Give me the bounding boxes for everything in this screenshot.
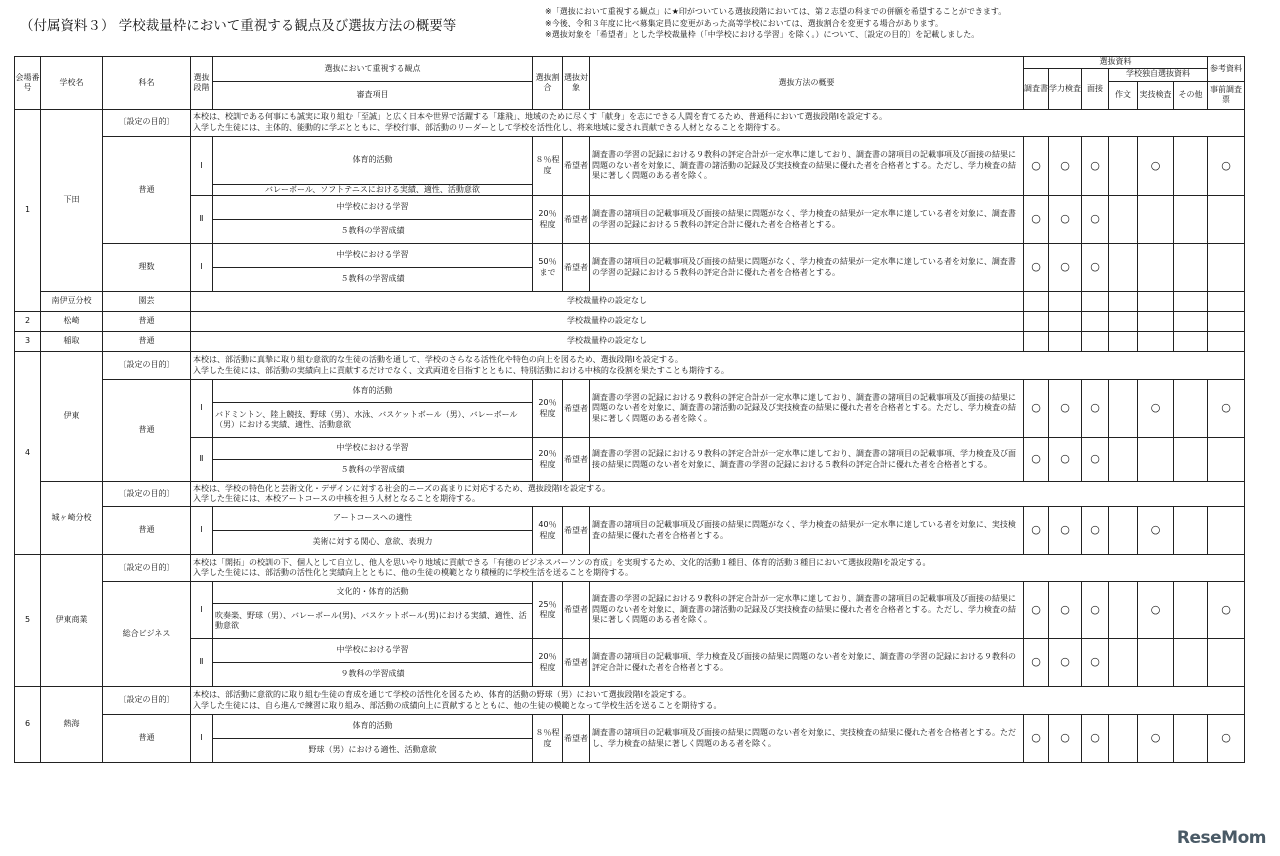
g1-s3-gakuryoku-mark: ○ [1049, 244, 1082, 292]
g1-purpose: 本校は、校訓である何事にも誠実に取り組む「至誠」と広く日本や世界で活躍する「雄飛」、地域のために尽くす「献身」を志にできる人間を育てるため、普通科において選抜段階Ⅰを設定する。 入学した生徒には、主体的、能動的に学ぶとともに、学校行事、部活動のリーダーとして学校を活性化し、将来地域に愛され貢献できる人材となることを期待する。 [191, 109, 1245, 136]
g4-s2-jitsugi [1138, 438, 1174, 482]
g1-s1-sakubun [1109, 136, 1138, 196]
g4b-gakuryoku-mark: ○ [1049, 507, 1082, 555]
g4b-target: 希望者 [563, 507, 590, 555]
g1-s3-target: 希望者 [563, 244, 590, 292]
g1-s3-mensetsu-mark: ○ [1082, 244, 1109, 292]
g6-s1-item: 野球（男）における適性、活動意欲 [213, 739, 533, 763]
g1-s2-mensetsu-mark: ○ [1082, 196, 1109, 244]
g1-s2-jitsugi [1138, 196, 1174, 244]
g4-s1-jizen-mark: ○ [1208, 380, 1245, 438]
g5-s1-chosa-mark: ○ [1024, 582, 1049, 639]
g1-s1-view: 体育的活動 [213, 136, 533, 184]
g4-school: 伊東 [41, 352, 103, 482]
g6-s1-gakuryoku-mark: ○ [1049, 715, 1082, 763]
g6-s1-method: 調査書の諸項目の記載事項及び面接の結果に問題のない者を対象に、実技検査の結果に優れた者を合格者とする。ただし、学力検査の結果に著しく問題のある者を除く。 [590, 715, 1024, 763]
g2-no: 2 [15, 312, 41, 332]
g1-s3-jitsugi [1138, 244, 1174, 292]
g4b-item: 美術に対する関心、意欲、表現力 [213, 531, 533, 555]
g5-s1-target: 希望者 [563, 582, 590, 639]
g6-s1-sonota [1174, 715, 1208, 763]
g1-s2-jizen [1208, 196, 1245, 244]
g5-s2-jizen [1208, 639, 1245, 687]
header-ref: 参考資料 [1208, 57, 1245, 82]
note-1: ※「選抜において重視する観点」に★印がついている選抜段階においては、第２志望の科までの併願を希望することができます。 [545, 7, 1007, 16]
g5-s1-jizen-mark: ○ [1208, 582, 1245, 639]
selection-table [14, 56, 1245, 763]
g3-course: 普通 [103, 332, 191, 352]
g1-branch-course: 園芸 [103, 292, 191, 312]
g1-s2-item: ５教科の学習成績 [213, 220, 533, 244]
g4-s2-method: 調査書の学習の記録における９教科の評定合計が一定水準に達しており、調査書の諸項目の記載事項、学力検査及び面接の結果に問題のない者を対象に、調査書の学習の記録における５教科の評定合計に優れた者を合格者とする。 [590, 438, 1024, 482]
g2-school: 松崎 [41, 312, 103, 332]
g4-purpose-label: 〔設定の目的〕 [103, 352, 191, 380]
g1-s3-chosa-mark: ○ [1024, 244, 1049, 292]
g5-s1-gakuryoku-mark: ○ [1049, 582, 1082, 639]
g1-s3-stage: Ⅰ [191, 244, 213, 292]
g5-s2-gakuryoku-mark: ○ [1049, 639, 1082, 687]
g5-s2-view: 中学校における学習 [213, 639, 533, 663]
g5-s1-mensetsu-mark: ○ [1082, 582, 1109, 639]
header-materials: 選抜資料 [1024, 57, 1208, 69]
g2-course: 普通 [103, 312, 191, 332]
g4-s2-sonota [1174, 438, 1208, 482]
g5-s2-jitsugi [1138, 639, 1174, 687]
g4b-jitsugi-mark: ○ [1138, 507, 1174, 555]
g6-s1-chosa-mark: ○ [1024, 715, 1049, 763]
table-wrap [14, 56, 1245, 763]
g1-s3-item: ５教科の学習成績 [213, 268, 533, 292]
header-no: 会場番号 [15, 57, 41, 110]
g1-s2-sakubun [1109, 196, 1138, 244]
g5-purpose-label: 〔設定の目的〕 [103, 555, 191, 582]
g4-s2-view: 中学校における学習 [213, 438, 533, 460]
g1-s1-chosa-mark: ○ [1024, 136, 1049, 196]
g4b-mensetsu-mark: ○ [1082, 507, 1109, 555]
g1-s1-method: 調査書の学習の記録における９教科の評定合計が一定水準に達しており、調査書の諸項目の記載事項及び面接の結果に問題のない者を対象に、調査書の諸活動の記録及び実技検査の結果に優れた者を合格者とする。ただし、学力検査の結果に著しく問題のある者を除く。 [590, 136, 1024, 196]
header-mensetsu: 面接 [1082, 68, 1109, 109]
g3-school: 稲取 [41, 332, 103, 352]
g4b-sakubun [1109, 507, 1138, 555]
g4b-course: 普通 [103, 507, 191, 555]
g1-s1-mensetsu-mark: ○ [1082, 136, 1109, 196]
g4b-sonota [1174, 507, 1208, 555]
g2-none: 学校裁量枠の設定なし [191, 312, 1024, 332]
header-method: 選抜方法の概要 [590, 57, 1024, 110]
g1-s3-sakubun [1109, 244, 1138, 292]
header-jizen: 事前調査票 [1208, 81, 1245, 109]
g5-s1-sakubun [1109, 582, 1138, 639]
g6-s1-sakubun [1109, 715, 1138, 763]
header-gakuryoku: 学力検査 [1049, 68, 1082, 109]
page-title: （付属資料３） 学校裁量枠において重視する観点及び選抜方法の概要等 [20, 18, 457, 34]
g1-branch: 南伊豆分校 [41, 292, 103, 312]
g4-s2-chosa-mark: ○ [1024, 438, 1049, 482]
header-jitsugi: 実技検査 [1138, 81, 1174, 109]
g1-s2-ratio: 20％程度 [533, 196, 563, 244]
g4-s2-target: 希望者 [563, 438, 590, 482]
g4b-jizen [1208, 507, 1245, 555]
g1-s3-method: 調査書の諸項目の記載事項及び面接の結果に問題がなく、学力検査の結果が一定水準に達している者を対象に、調査書の学習の記録における５教科の評定合計に優れた者を合格者とする。 [590, 244, 1024, 292]
g6-no: 6 [15, 687, 41, 763]
g4-s1-target: 希望者 [563, 380, 590, 438]
g6-s1-stage: Ⅰ [191, 715, 213, 763]
g4-branch: 城ヶ崎分校 [41, 482, 103, 555]
g1-s2-gakuryoku-mark: ○ [1049, 196, 1082, 244]
g1-s1-gakuryoku-mark: ○ [1049, 136, 1082, 196]
g5-s2-sonota [1174, 639, 1208, 687]
g4-s2-stage: Ⅱ [191, 438, 213, 482]
g1-s1-ratio: ８％程度 [533, 136, 563, 196]
header-items: 審査項目 [213, 81, 533, 109]
g4-s1-jitsugi-mark: ○ [1138, 380, 1174, 438]
g6-s1-view: 体育的活動 [213, 715, 533, 739]
g6-s1-ratio: ８％程度 [533, 715, 563, 763]
header-school: 学校名 [41, 57, 103, 110]
g1-s1-jizen-mark: ○ [1208, 136, 1245, 196]
header-chosa: 調査書 [1024, 68, 1049, 109]
g5-s2-method: 調査書の諸項目の記載事項、学力検査及び面接の結果に問題のない者を対象に、調査書の学習の記録における９教科の評定合計に優れた者を合格者とする。 [590, 639, 1024, 687]
g4-s1-item: バドミントン、陸上競技、野球（男）、水泳、バスケットボール（男）、バレーボール（男）における実績、適性、活動意欲 [213, 403, 533, 438]
g5-course: 総合ビジネス [103, 582, 191, 687]
g5-s2-sakubun [1109, 639, 1138, 687]
header-stage: 選抜段階 [191, 57, 213, 110]
g1-s1-jitsugi-mark: ○ [1138, 136, 1174, 196]
g6-s1-jizen-mark: ○ [1208, 715, 1245, 763]
g6-course: 普通 [103, 715, 191, 763]
g1-s2-view: 中学校における学習 [213, 196, 533, 220]
g4-s2-sakubun [1109, 438, 1138, 482]
g4-s1-method: 調査書の学習の記録における９教科の評定合計が一定水準に達しており、調査書の諸項目の記載事項及び面接の結果に問題のない者を対象に、調査書の諸活動の記録及び実技検査の結果に優れた者を合格者とする。ただし、学力検査の結果に著しく問題のある者を除く。 [590, 380, 1024, 438]
g4b-purpose-label: 〔設定の目的〕 [103, 482, 191, 507]
g5-s1-sonota [1174, 582, 1208, 639]
g5-s2-mensetsu-mark: ○ [1082, 639, 1109, 687]
g5-s1-view: 文化的・体育的活動 [213, 582, 533, 604]
g1-s1-sonota [1174, 136, 1208, 196]
g5-s1-method: 調査書の学習の記録における９教科の評定合計が一定水準に達しており、調査書の諸項目の記載事項及び面接の結果に問題のない者を対象に、調査書の諸活動の記録及び実技検査の結果に優れた者を合格者とする。ただし、学力検査の結果に著しく問題のある者を除く。 [590, 582, 1024, 639]
g1-s1-item: バレーボール、ソフトテニスにおける実績、適性、活動意欲 [213, 184, 533, 196]
g5-s2-item: ９教科の学習成績 [213, 663, 533, 687]
g4-purpose: 本校は、部活動に真摯に取り組む意欲的な生徒の活動を通して、学校のさらなる活性化や特色の向上を図るため、選抜段階Ⅰを設定する。 入学した生徒には、部活動の実績向上に貢献するだけでなく、文武両道を目指すとともに、特別活動における中核的な役割を果たすことも期待する。 [191, 352, 1245, 380]
g6-school: 熱海 [41, 687, 103, 763]
resemom-logo: ReseMom [1176, 828, 1266, 848]
g4-s1-ratio: 20％程度 [533, 380, 563, 438]
g4-s1-sonota [1174, 380, 1208, 438]
g4-no: 4 [15, 352, 41, 555]
g6-purpose-label: 〔設定の目的〕 [103, 687, 191, 715]
g5-s1-jitsugi-mark: ○ [1138, 582, 1174, 639]
g1-s2-method: 調査書の諸項目の記載事項及び面接の結果に問題がなく、学力検査の結果が一定水準に達している者を対象に、調査書の学習の記録における５教科の評定合計に優れた者を合格者とする。 [590, 196, 1024, 244]
g4-s2-mensetsu-mark: ○ [1082, 438, 1109, 482]
g4b-stage: Ⅰ [191, 507, 213, 555]
g1-purpose-label: 〔設定の目的〕 [103, 109, 191, 136]
g5-s1-ratio: 25％程度 [533, 582, 563, 639]
g3-none: 学校裁量枠の設定なし [191, 332, 1024, 352]
g4-s2-gakuryoku-mark: ○ [1049, 438, 1082, 482]
g5-s2-target: 希望者 [563, 639, 590, 687]
g5-s1-stage: Ⅰ [191, 582, 213, 639]
note-3: ※選抜対象を「希望者」とした学校裁量枠（「中学校における学習」を除く。）について、〔設定の目的〕を記載しました。 [545, 30, 980, 39]
g4-s1-gakuryoku-mark: ○ [1049, 380, 1082, 438]
g4b-purpose: 本校は、学校の特色化と芸術文化・デザインに対する社会的ニーズの高まりに対応するため、選抜段階Ⅰを設定する。 入学した生徒には、本校アートコースの中核を担う人材となることを期待する。 [191, 482, 1245, 507]
g4-s1-stage: Ⅰ [191, 380, 213, 438]
header-viewpoint: 選抜において重視する観点 [213, 57, 533, 82]
g1-s2-chosa-mark: ○ [1024, 196, 1049, 244]
header-target: 選抜対象 [563, 57, 590, 110]
g6-purpose: 本校は、部活動に意欲的に取り組む生徒の育成を通じて学校の活性化を図るため、体育的活動の野球（男）において選抜段階Ⅰを設定する。 入学した生徒には、自ら進んで練習に取り組み、部活動の成績向上に貢献するとともに、他の生徒の模範となって学校生活を送ることを期待する。 [191, 687, 1245, 715]
g1-s1-stage: Ⅰ [191, 136, 213, 196]
g1-no: 1 [15, 109, 41, 312]
g4-s2-item: ５教科の学習成績 [213, 460, 533, 482]
g4-s1-mensetsu-mark: ○ [1082, 380, 1109, 438]
g5-s2-stage: Ⅱ [191, 639, 213, 687]
g6-s1-target: 希望者 [563, 715, 590, 763]
g1-s1-target: 希望者 [563, 136, 590, 196]
g1-branch-none: 学校裁量枠の設定なし [191, 292, 1024, 312]
g1-s3-sonota [1174, 244, 1208, 292]
g4b-method: 調査書の諸項目の記載事項及び面接の結果に問題がなく、学力検査の結果が一定水準に達している者を対象に、実技検査の結果に優れた者を合格者とする。 [590, 507, 1024, 555]
g5-no: 5 [15, 555, 41, 687]
g1-s2-stage: Ⅱ [191, 196, 213, 244]
g5-school: 伊東商業 [41, 555, 103, 687]
g5-s2-ratio: 20％程度 [533, 639, 563, 687]
g4-s1-chosa-mark: ○ [1024, 380, 1049, 438]
header-sakubun: 作文 [1109, 81, 1138, 109]
g1-s2-sonota [1174, 196, 1208, 244]
g4b-chosa-mark: ○ [1024, 507, 1049, 555]
header-course: 科名 [103, 57, 191, 110]
g4-course: 普通 [103, 380, 191, 482]
g1-s2-target: 希望者 [563, 196, 590, 244]
notes [545, 6, 1006, 41]
g4-s1-sakubun [1109, 380, 1138, 438]
g6-s1-jitsugi-mark: ○ [1138, 715, 1174, 763]
g4b-ratio: 40％程度 [533, 507, 563, 555]
g6-s1-mensetsu-mark: ○ [1082, 715, 1109, 763]
g5-s2-chosa-mark: ○ [1024, 639, 1049, 687]
g4-s1-view: 体育的活動 [213, 380, 533, 403]
g4-s2-jizen [1208, 438, 1245, 482]
header-sonota: その他 [1174, 81, 1208, 109]
g4b-view: アートコースへの適性 [213, 507, 533, 531]
g1-s3-view: 中学校における学習 [213, 244, 533, 268]
g5-s1-item: 吹奏楽、野球（男）、バレーボール(男)、バスケットボール(男)における実績、適性、活動意欲 [213, 604, 533, 639]
header-ratio: 選抜割合 [533, 57, 563, 110]
g5-purpose: 本校は「開拓」の校訓の下、個人として自立し、他人を思いやり地域に貢献できる「有徳のビジネスパーソンの育成」を実現するため、文化的活動１種目、体育的活動３種目において選抜段階Ⅰを設定する。 入学した生徒には、部活動の活性化と実績向上とともに、他の生徒の模範となり積極的に学校生活を送ることを期待する。 [191, 555, 1245, 582]
g1-course-risu: 理数 [103, 244, 191, 292]
note-2: ※今後、令和３年度に比べ募集定員に変更があった高等学校においては、選抜割合を変更する場合があります。 [545, 18, 943, 28]
g3-no: 3 [15, 332, 41, 352]
g1-s3-ratio: 50％まで [533, 244, 563, 292]
g1-school: 下田 [41, 109, 103, 292]
g1-s3-jizen [1208, 244, 1245, 292]
header-dokuji: 学校独自選抜資料 [1109, 68, 1208, 81]
g4-s2-ratio: 20％程度 [533, 438, 563, 482]
g1-course-futsu: 普通 [103, 136, 191, 244]
